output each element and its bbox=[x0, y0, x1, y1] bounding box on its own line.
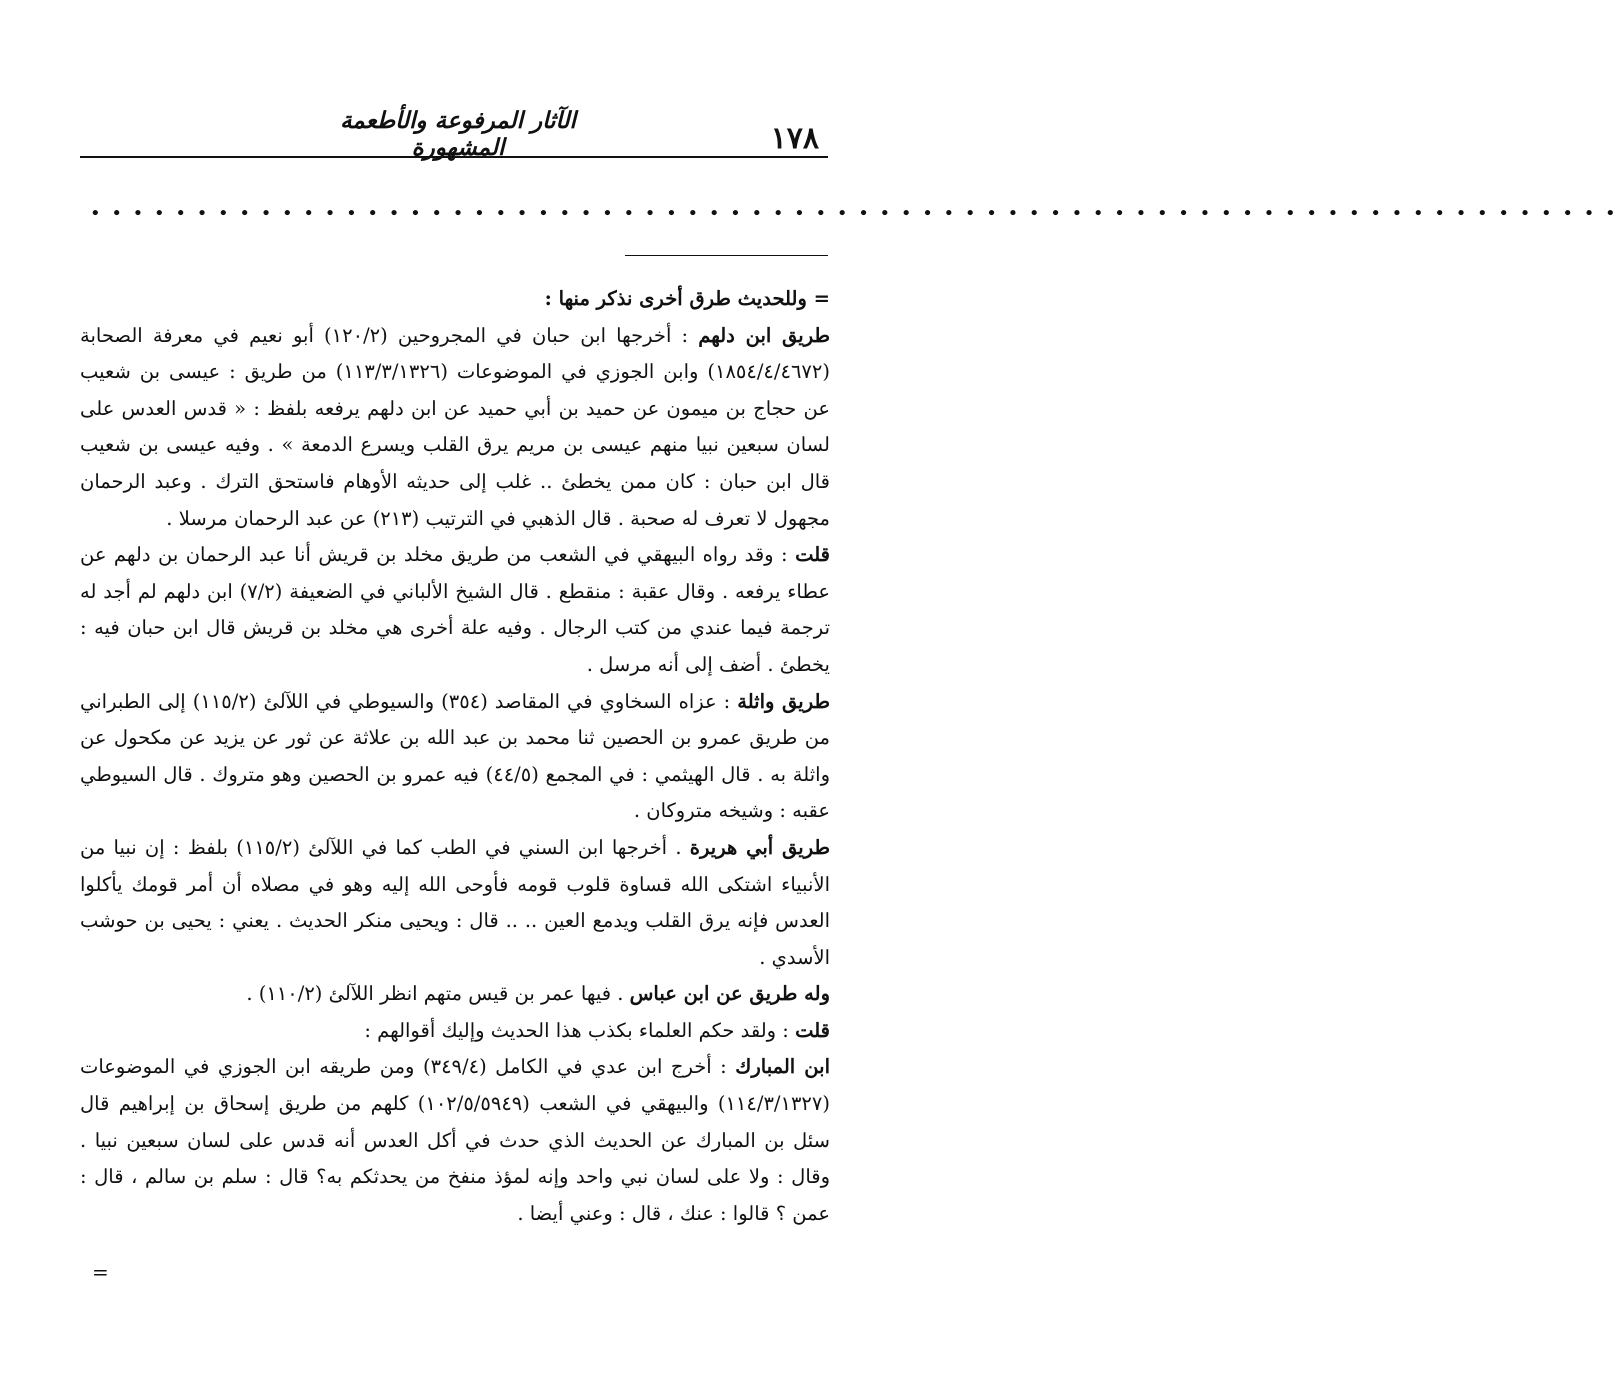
paragraph-ibn-abbas bbox=[80, 976, 830, 1013]
paragraph-label: وله طريق عن ابن عباس bbox=[629, 982, 830, 1006]
paragraph-text: . فيها عمر بن قيس متهم انظر اللآلئ (١١٠/٢) . bbox=[246, 982, 630, 1006]
paragraph-text: : عزاه السخاوي في المقاصد (٣٥٤) والسيوطي في اللآلئ (١١٥/٢) إلى الطبراني من طريق عمرو بن الحصين ثنا محمد بن عبد الله بن علاثة عن ثور عن يزيد عن مكحول عن واثلة به . قال الهيثمي : في المجمع (٤٤/٥) فيه عمرو بن الحصين وهو متروك . قال السيوطي عقبه : وشيخه متروكان . bbox=[80, 689, 830, 823]
paragraph-wathila bbox=[80, 684, 830, 830]
paragraph-label: طريق أبي هريرة bbox=[689, 835, 830, 859]
paragraph-qultu-2 bbox=[80, 1013, 830, 1050]
paragraph-text: : أخرجها ابن حبان في المجروحين (١٢٠/٢) أبو نعيم في معرفة الصحابة (١٨٥٤/٤/٤٦٧٢) وابن الجوزي في الموضوعات (١١٣/٣/١٣٢٦) من طريق : عيسى بن شعيب عن حجاج بن ميمون عن حميد بن أبي حميد عن ابن دلهم يرفعه بلفظ : « قدس العدس على لسان سبعين نبيا منهم عيسى بن مريم يرق القلب ويسرع الدمعة » . وفيه عيسى بن شعيب قال ابن حبان : كان ممن يخطئ .. غلب إلى حديثه الأوهام فاستحق الترك . وعبد الرحمان مجهول لا تعرف له صحبة . قال الذهبي في الترتيب (٢١٣) عن عبد الرحمان مرسلا . bbox=[80, 323, 830, 530]
paragraph-abu-hurayra bbox=[80, 830, 830, 976]
paragraph-text: : أخرج ابن عدي في الكامل (٣٤٩/٤) ومن طريقه ابن الجوزي في الموضوعات (١١٤/٣/١٣٢٧) والبيهقي في الشعب (١٠٢/٥/٥٩٤٩) كلهم من طريق إسحاق بن إبراهيم قال سئل بن المبارك عن الحديث الذي حدث في أكل العدس أنه قدس على لسان سبعين نبيا . وقال : ولا على لسان نبي واحد وإنه لمؤذ منفخ من يحدثكم به؟ قال : سلم بن سالم ، قال : عمن ؟ قالوا : عنك ، قال : وعني أيضا . bbox=[80, 1055, 830, 1225]
paragraph-ibn-al-mubarak bbox=[80, 1049, 830, 1232]
short-divider bbox=[625, 255, 828, 256]
footnote-separator-dots: • • • • • • • • • • • • • • • • • • • • • • • • • • • • • • • • • • • • • • • • • • • • • • • • • • • • • • • • • • • • • • • • • • • • • • • • bbox=[90, 203, 1618, 224]
paragraph-label: ابن المبارك bbox=[735, 1055, 830, 1079]
page-number: ١٧٨ bbox=[770, 121, 819, 156]
paragraph-qultu-1 bbox=[80, 537, 830, 683]
intro-line bbox=[80, 281, 830, 318]
paragraph-text: : وقد رواه البيهقي في الشعب من طريق مخلد بن قريش أنا عبد الرحمان بن دلهم عن عطاء يرفعه . وقال عقبة : منقطع . قال الشيخ الألباني في الضعيفة (٧/٢) ابن دلهم لم أجد له ترجمة فيما عندي من كتب الرجال . وفيه علة أخرى هي مخلد بن قريش قال ابن حبان فيه : يخطئ . أضف إلى أنه مرسل . bbox=[80, 543, 831, 676]
header-divider bbox=[80, 156, 828, 158]
paragraph-label: طريق واثلة bbox=[737, 689, 830, 713]
paragraph-label: طريق ابن دلهم bbox=[698, 323, 831, 347]
paragraph-text: : ولقد حكم العلماء بكذب هذا الحديث وإليك أقوالهم : bbox=[364, 1018, 796, 1042]
continuation-mark: = bbox=[92, 1260, 109, 1284]
intro-text: = وللحديث طرق أخرى نذكر منها : bbox=[544, 287, 830, 310]
running-header-title: الآثار المرفوعة والأطعمة المشهورة bbox=[340, 107, 576, 161]
main-text bbox=[80, 281, 830, 1232]
paragraph-label: قلت bbox=[795, 1018, 830, 1042]
paragraph-ibn-dalham bbox=[80, 318, 830, 538]
paragraph-text: . أخرجها ابن السني في الطب كما في اللآلئ (١١٥/٢) بلفظ : إن نبيا من الأنبياء اشتكى الله قساوة قلوب قومه فأوحى الله إليه وهو في مصلاه أن أمر قومك يأكلوا العدس فإنه يرق القلب ويدمع العين .. .. قال : ويحيى منكر الحديث . يعني : يحيى بن حوشب الأسدي . bbox=[80, 835, 830, 969]
paragraph-label: قلت bbox=[795, 543, 830, 567]
